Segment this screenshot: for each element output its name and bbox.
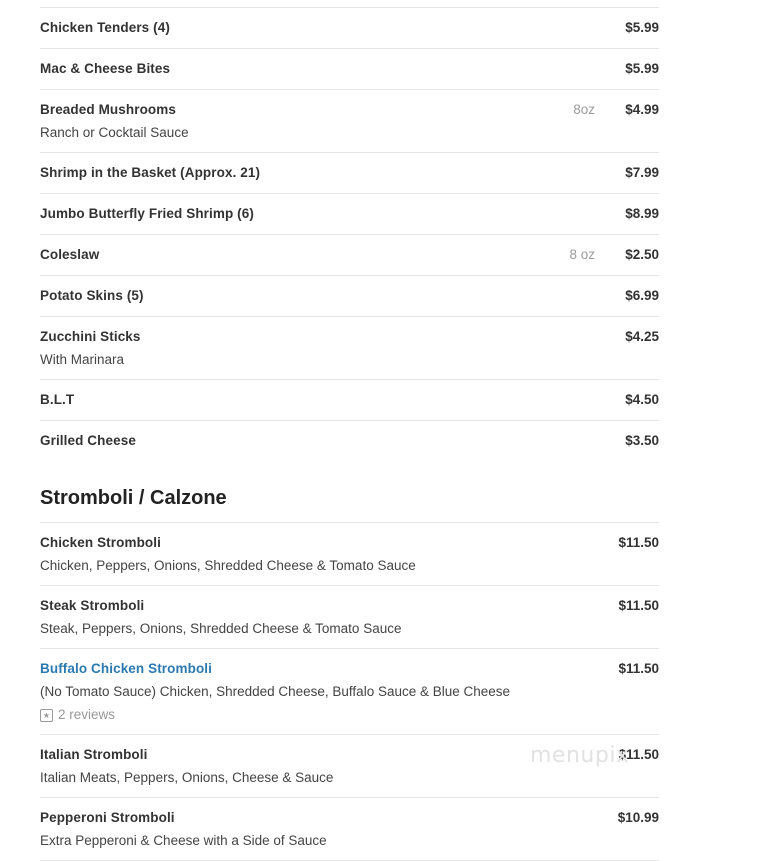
section-title: Stromboli / Calzone [40, 487, 227, 509]
menu-section-appetizers [40, 0, 659, 461]
watermark-logo: menupix [530, 743, 630, 768]
item-price: $5.99 [625, 20, 659, 35]
reviews-count[interactable]: 2 reviews [58, 707, 116, 722]
item-name: Steak Stromboli [40, 598, 145, 613]
item-name: Potato Skins (5) [40, 288, 144, 303]
menu-item [40, 89, 659, 152]
item-name: Shrimp in the Basket (Approx. 21) [40, 165, 261, 180]
item-price: $11.50 [618, 598, 659, 613]
menu-item [40, 48, 659, 89]
menu-section-stromboli [40, 486, 659, 861]
item-name: Pepperoni Stromboli [40, 810, 175, 825]
item-size: 8oz [573, 102, 595, 117]
item-price: $11.50 [618, 661, 659, 676]
item-price: $3.50 [625, 433, 659, 448]
item-description: Ranch or Cocktail Sauce [40, 125, 189, 140]
item-description: With Marinara [40, 352, 125, 367]
menu-item [40, 193, 659, 234]
menu-item [40, 585, 659, 648]
item-price: $4.50 [625, 392, 659, 407]
item-description: Chicken, Peppers, Onions, Shredded Cheese & Tomato Sauce [40, 558, 416, 573]
item-price: $10.99 [617, 810, 659, 825]
item-price: $7.99 [625, 165, 659, 180]
menu-item [40, 797, 659, 860]
menu-item [40, 316, 659, 379]
item-price: $4.99 [625, 102, 659, 117]
item-name-link[interactable]: Buffalo Chicken Stromboli [40, 661, 213, 676]
menu [40, 0, 659, 861]
item-price: $2.50 [625, 247, 659, 262]
item-name: Breaded Mushrooms [40, 102, 176, 117]
item-name: Mac & Cheese Bites [40, 61, 171, 76]
item-price: $4.25 [625, 329, 659, 344]
item-name: Italian Stromboli [40, 747, 148, 762]
menu-item [40, 522, 659, 585]
item-name: Jumbo Butterfly Fried Shrimp (6) [40, 206, 254, 221]
menu-item [40, 152, 659, 193]
menu-item [40, 7, 659, 48]
item-description: Steak, Peppers, Onions, Shredded Cheese & Tomato Sauce [40, 621, 402, 636]
item-price: $11.50 [618, 747, 659, 762]
menu-item [40, 648, 659, 734]
menu-item [40, 420, 659, 461]
item-size: 8 oz [569, 247, 595, 262]
item-name: Chicken Stromboli [40, 535, 161, 550]
item-price: $5.99 [625, 61, 659, 76]
reviews-link[interactable] [40, 706, 659, 724]
item-name: Coleslaw [40, 247, 100, 262]
item-price: $11.50 [618, 535, 659, 550]
menu-item [40, 275, 659, 316]
item-price: $6.99 [625, 288, 659, 303]
menu-item [40, 379, 659, 420]
item-description: Italian Meats, Peppers, Onions, Cheese & Sauce [40, 770, 334, 785]
item-name: Grilled Cheese [40, 433, 136, 448]
item-description: (No Tomato Sauce) Chicken, Shredded Cheese, Buffalo Sauce & Blue Cheese [40, 684, 511, 699]
item-name: Zucchini Sticks [40, 329, 141, 344]
item-name: Chicken Tenders (4) [40, 20, 170, 35]
menu-item [40, 234, 659, 275]
item-description: Extra Pepperoni & Cheese with a Side of Sauce [40, 833, 327, 848]
item-name: B.L.T [40, 392, 75, 407]
review-star-icon: ★ [40, 709, 53, 722]
item-price: $8.99 [625, 206, 659, 221]
